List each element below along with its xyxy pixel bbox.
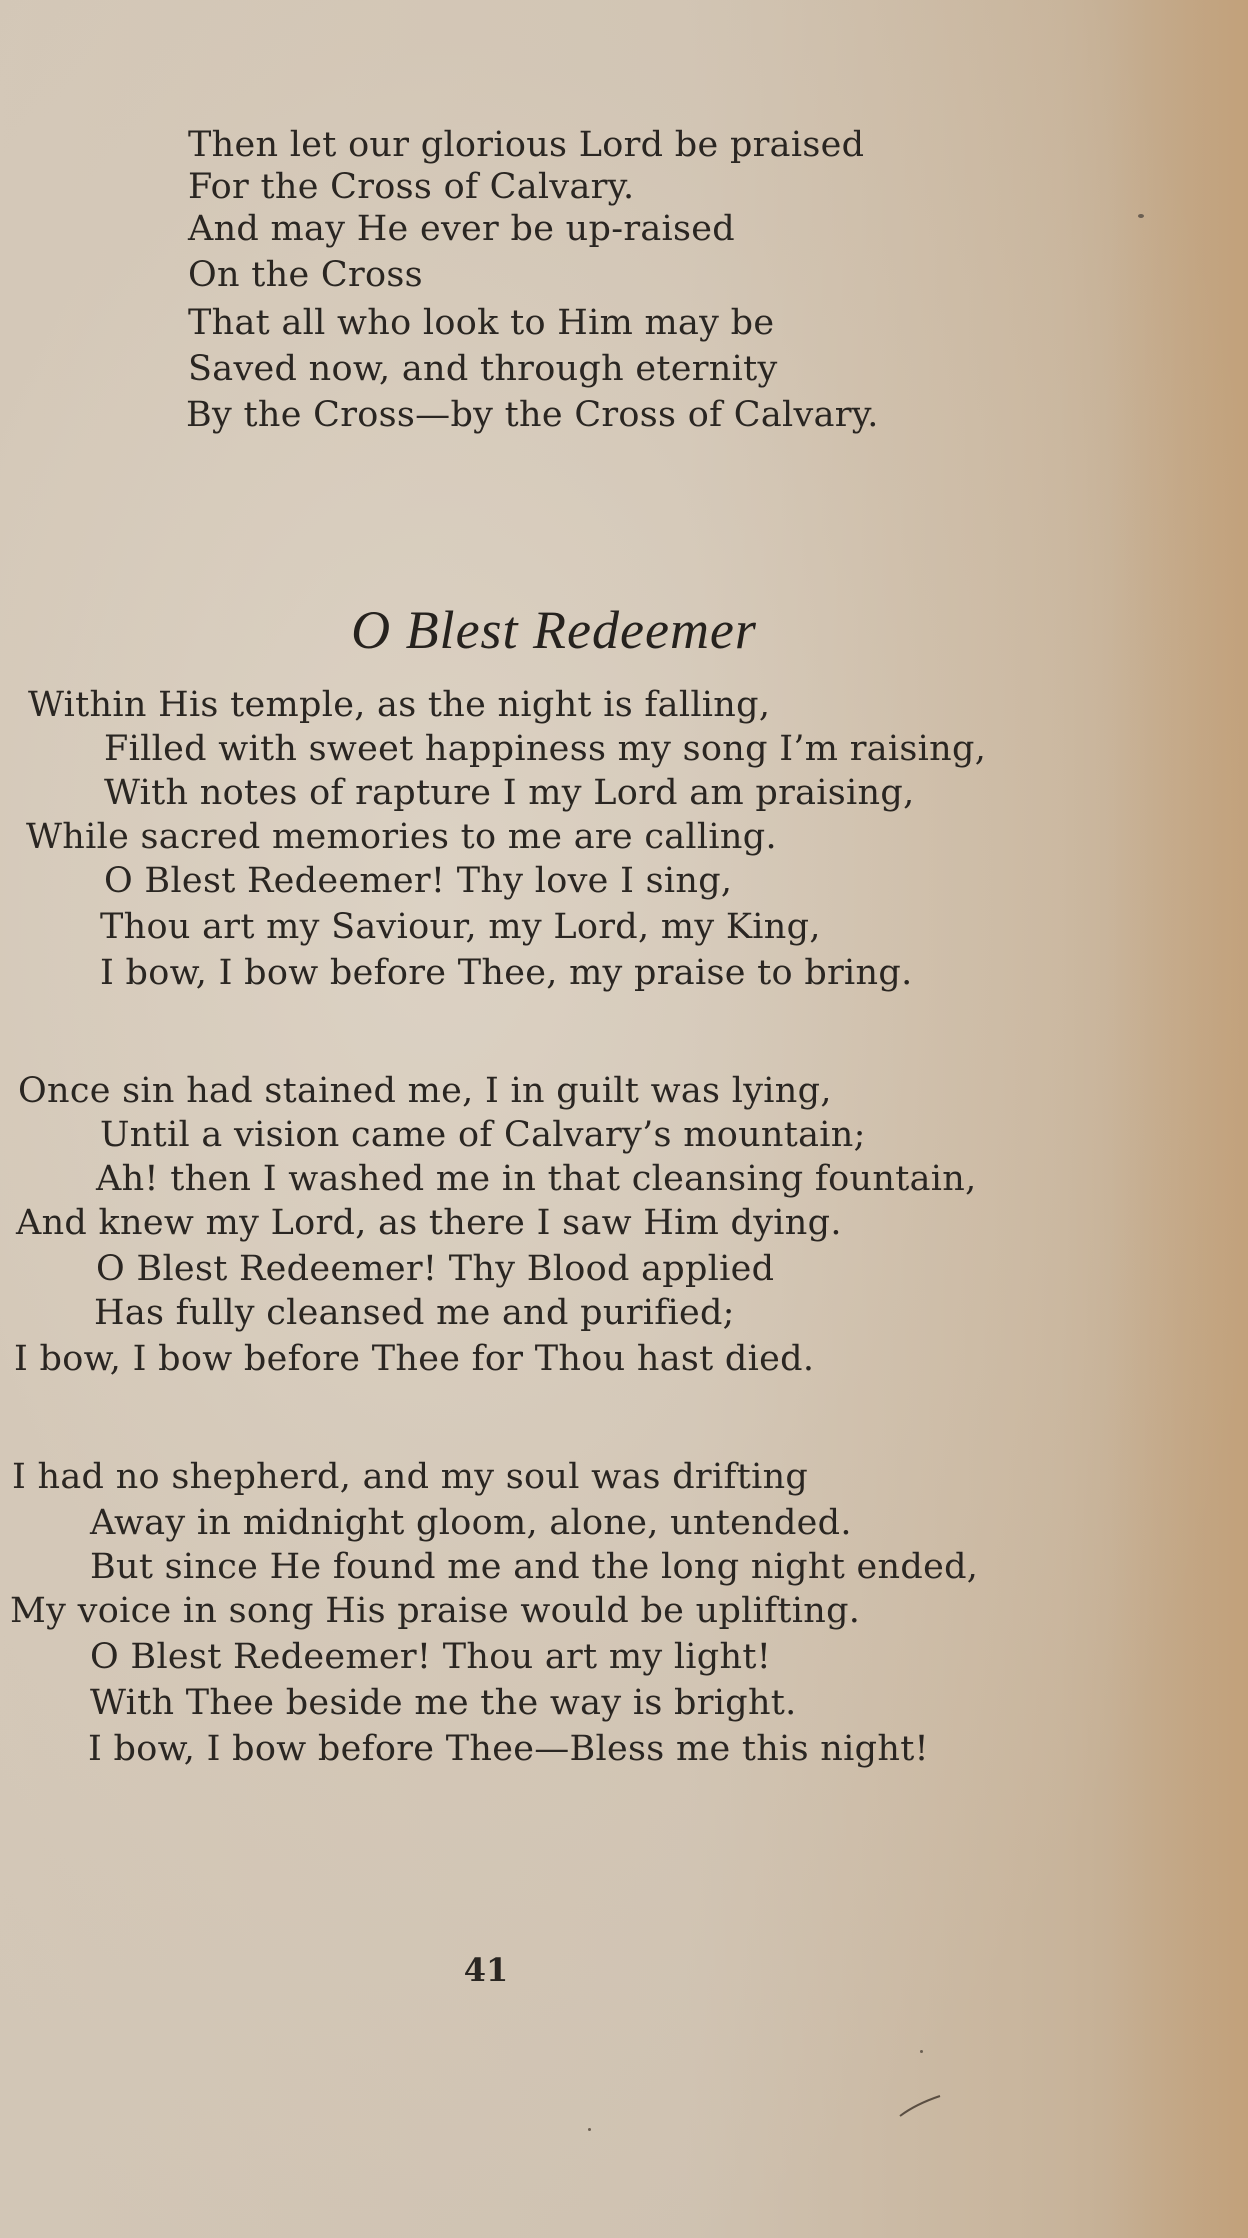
- page-edge-shading: [1108, 0, 1248, 2238]
- verse-line: And knew my Lord, as there I saw Him dying.: [16, 1203, 842, 1243]
- verse-line: I bow, I bow before Thee, my praise to bring.: [100, 953, 913, 993]
- stanza-line: That all who look to Him may be: [188, 303, 775, 343]
- paper-speck: [1138, 214, 1144, 218]
- stanza-line: For the Cross of Calvary.: [188, 167, 635, 207]
- verse-line: With notes of rapture I my Lord am praising,: [104, 773, 915, 813]
- verse-line: Within His temple, as the night is falling,: [28, 685, 771, 725]
- page-number: 41: [463, 1951, 509, 1989]
- verse-line: Thou art my Saviour, my Lord, my King,: [100, 907, 821, 947]
- verse-line: Until a vision came of Calvary’s mountain;: [100, 1115, 866, 1155]
- verse-line: But since He found me and the long night ended,: [90, 1547, 979, 1587]
- verse-line: O Blest Redeemer! Thy Blood applied: [96, 1249, 775, 1289]
- verse-line: Away in midnight gloom, alone, untended.: [90, 1503, 852, 1543]
- verse-line: With Thee beside me the way is bright.: [90, 1683, 797, 1723]
- paper-speck: [588, 2128, 591, 2131]
- stanza-line: Saved now, and through eternity: [188, 349, 778, 389]
- verse-line: Has fully cleansed me and purified;: [94, 1293, 735, 1333]
- verse-line: While sacred memories to me are calling.: [26, 817, 777, 857]
- paper-speck: [920, 2050, 923, 2053]
- verse-line: Once sin had stained me, I in guilt was lying,: [18, 1071, 832, 1111]
- verse-line: I bow, I bow before Thee—Bless me this night!: [88, 1729, 929, 1769]
- verse-line: Filled with sweet happiness my song I’m raising,: [104, 729, 987, 769]
- verse-line: I bow, I bow before Thee for Thou hast died.: [14, 1339, 815, 1379]
- hymn-title: O Blest Redeemer: [351, 600, 757, 660]
- verse-line: O Blest Redeemer! Thou art my light!: [90, 1637, 772, 1677]
- stanza-line: Then let our glorious Lord be praised: [188, 125, 865, 165]
- stanza-line: By the Cross—by the Cross of Calvary.: [186, 395, 879, 435]
- verse-line: I had no shepherd, and my soul was drifting: [12, 1457, 809, 1497]
- stanza-line: On the Cross: [188, 255, 423, 295]
- paper-mark: [896, 2090, 944, 2120]
- verse-line: My voice in song His praise would be uplifting.: [10, 1591, 861, 1631]
- stanza-line: And may He ever be up-raised: [188, 209, 736, 249]
- verse-line: Ah! then I washed me in that cleansing fountain,: [96, 1159, 977, 1199]
- verse-line: O Blest Redeemer! Thy love I sing,: [104, 861, 733, 901]
